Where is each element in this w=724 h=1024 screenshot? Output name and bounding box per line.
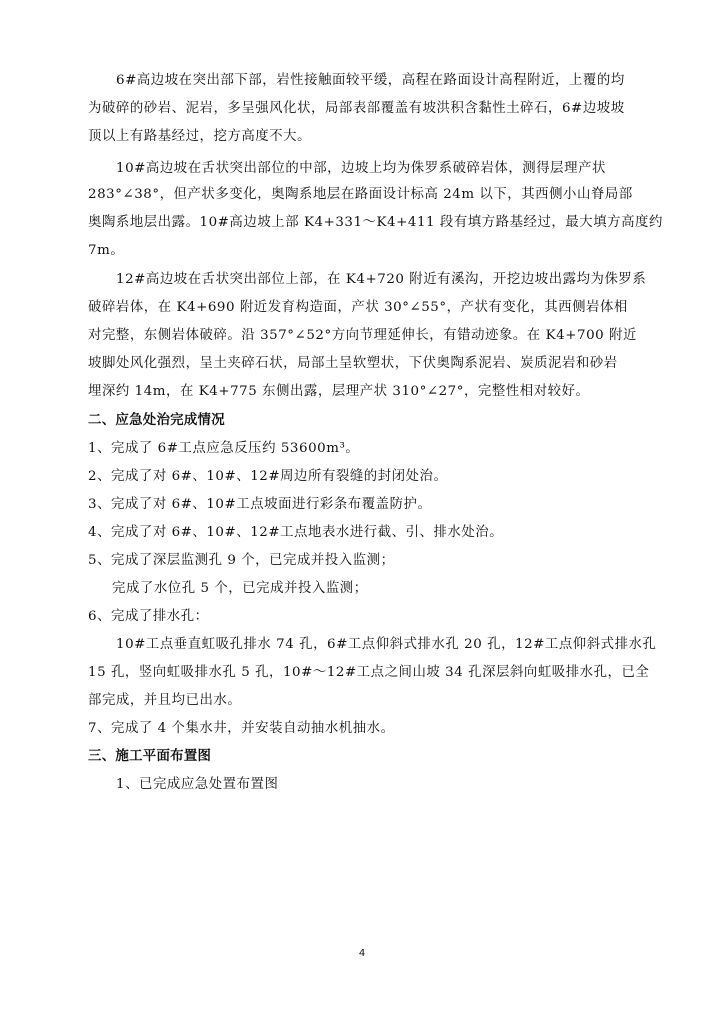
paragraph-6-line-2: 为破碎的砂岩、泥岩，多呈强风化状，局部表部覆盖有坡洪积含黏性土碎石，6#边坡坡: [88, 101, 625, 116]
paragraph-10-line-3: 奥陶系地层出露。10#高边坡上部 K4+331～K4+411 段有填方路基经过，最大填方高度约: [88, 215, 663, 230]
paragraph-12-line-3: 对完整，东侧岩体破碎。沿 357°∠52°方向节理延伸长，有错动迹象。在 K4+700 附近: [88, 328, 637, 343]
paragraph-6-line-1: 6#高边坡在突出部下部，岩性接触面较平缓，高程在路面设计高程附近，上覆的均: [116, 73, 625, 88]
drain-holes-line-1: 10#工点垂直虹吸孔排水 74 孔，6#工点仰斜式排水孔 20 孔，12#工点仰斜式排水孔: [116, 637, 657, 652]
paragraph-12-line-1: 12#高边坡在舌状突出部位上部，在 K4+720 附近有溪沟，开挖边坡出露均为侏罗系: [116, 272, 647, 287]
list-item: 1、完成了 6#工点应急反压约 53600m³。: [88, 441, 360, 456]
paragraph-12-line-5: 埋深约 14m，在 K4+775 东侧出露，层理产状 310°∠27°，完整性相对较好。: [88, 384, 590, 399]
list-item-continuation: 完成了水位孔 5 个，已完成并投入监测；: [112, 581, 368, 596]
drain-holes-line-3: 部完成，并且均已出水。: [88, 693, 242, 708]
list-item: 5、完成了深层监测孔 9 个，已完成并投入监测；: [88, 553, 395, 568]
paragraph-10-line-1: 10#高边坡在舌状突出部位的中部，边坡上均为侏罗系破碎岩体，测得层理产状: [116, 161, 606, 176]
list-item: 7、完成了 4 个集水井，并安装自动抽水机抽水。: [88, 721, 395, 736]
drain-holes-line-2: 15 孔，竖向虹吸排水孔 5 孔，10#～12#工点之间山坡 34 孔深层斜向虹吸排水孔，已全: [88, 665, 650, 680]
paragraph-12-line-4: 坡脚处风化强烈，呈土夹碎石状，局部土呈软塑状，下伏奥陶系泥岩、炭质泥岩和砂岩: [88, 356, 618, 371]
list-item: 2、完成了对 6#、10#、12#周边所有裂缝的封闭处治。: [88, 469, 448, 484]
paragraph-10-line-4: 7m。: [88, 243, 125, 258]
section-2-heading: 二、应急处治完成情况: [88, 413, 225, 428]
list-item: 4、完成了对 6#、10#、12#工点地表水进行截、引、排水处治。: [88, 525, 504, 540]
paragraph-12-line-2: 破碎岩体，在 K4+690 附近发育构造面，产状 30°∠55°，产状有变化，其西侧岩体相: [88, 300, 628, 315]
list-item: 3、完成了对 6#、10#工点坡面进行彩条布覆盖防护。: [88, 497, 432, 512]
list-item: 1、已完成应急处置布置图: [116, 777, 279, 792]
paragraph-10-line-2: 283°∠38°，但产状多变化，奥陶系地层在路面设计标高 24m 以下，其西侧小山脊局部: [88, 187, 633, 202]
page-number: 4: [358, 948, 366, 959]
paragraph-6-line-3: 顶以上有路基经过，挖方高度不大。: [88, 129, 312, 144]
list-item: 6、完成了排水孔：: [88, 609, 209, 624]
section-3-heading: 三、施工平面布置图: [88, 749, 212, 764]
